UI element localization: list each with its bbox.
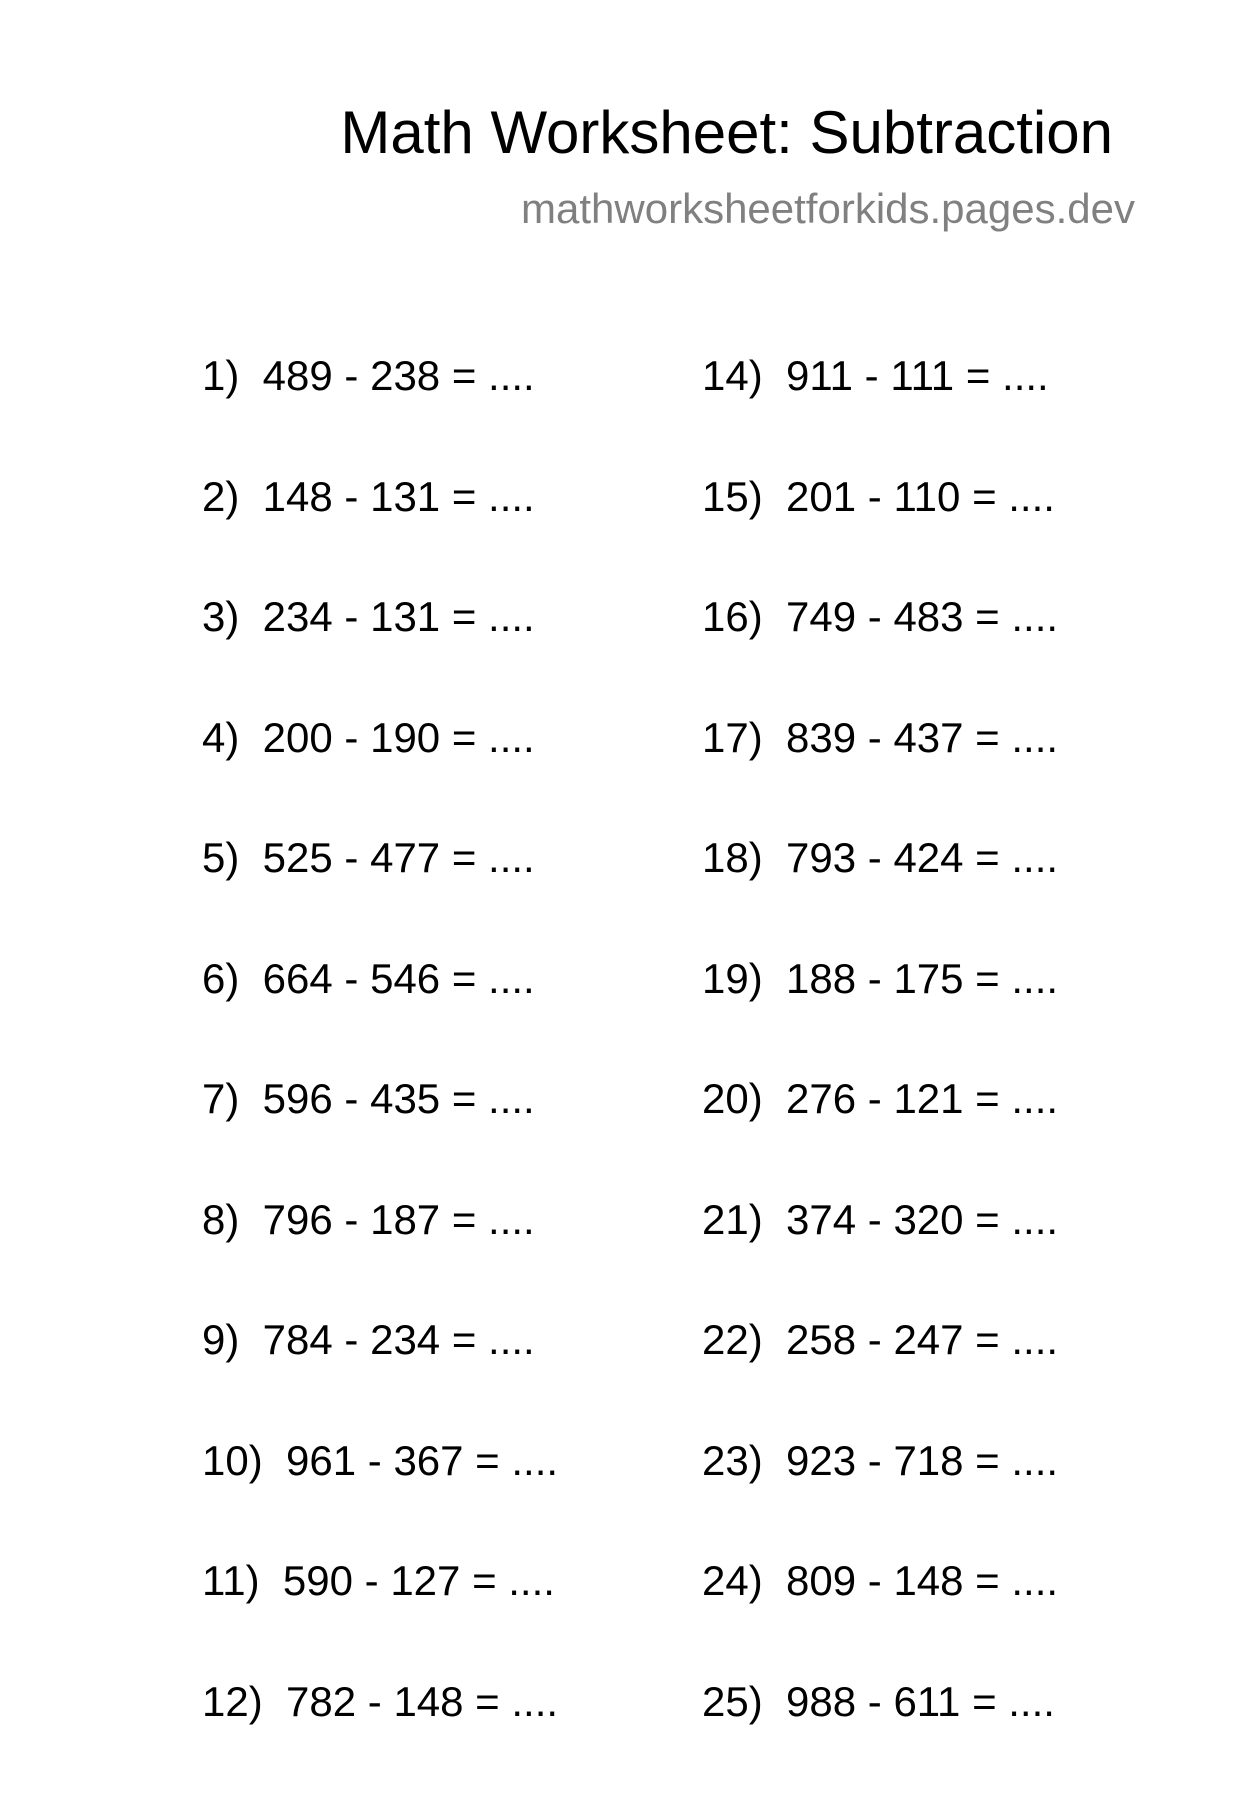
problem-9: 9) 784 - 234 = .... (202, 1314, 558, 1435)
website-url: mathworksheetforkids.pages.dev (521, 184, 1135, 234)
problem-4: 4) 200 - 190 = .... (202, 712, 558, 833)
problem-10: 10) 961 - 367 = .... (202, 1435, 558, 1556)
problem-11: 11) 590 - 127 = .... (202, 1555, 558, 1676)
worksheet-title: Math Worksheet: Subtraction (340, 98, 1113, 168)
problem-15: 15) 201 - 110 = .... (702, 471, 1058, 592)
problem-3: 3) 234 - 131 = .... (202, 591, 558, 712)
problem-14: 14) 911 - 111 = .... (702, 350, 1058, 471)
problem-1: 1) 489 - 238 = .... (202, 350, 558, 471)
problems-column-left (202, 350, 558, 1796)
problem-24: 24) 809 - 148 = .... (702, 1555, 1058, 1676)
problem-20: 20) 276 - 121 = .... (702, 1073, 1058, 1194)
problem-5: 5) 525 - 477 = .... (202, 832, 558, 953)
problem-18: 18) 793 - 424 = .... (702, 832, 1058, 953)
problem-12: 12) 782 - 148 = .... (202, 1676, 558, 1796)
problem-19: 19) 188 - 175 = .... (702, 953, 1058, 1074)
problem-16: 16) 749 - 483 = .... (702, 591, 1058, 712)
problem-2: 2) 148 - 131 = .... (202, 471, 558, 592)
problems-column-right (702, 350, 1058, 1796)
problem-25: 25) 988 - 611 = .... (702, 1676, 1058, 1796)
problem-17: 17) 839 - 437 = .... (702, 712, 1058, 833)
problem-23: 23) 923 - 718 = .... (702, 1435, 1058, 1556)
problem-6: 6) 664 - 546 = .... (202, 953, 558, 1074)
problem-8: 8) 796 - 187 = .... (202, 1194, 558, 1315)
problem-7: 7) 596 - 435 = .... (202, 1073, 558, 1194)
problem-21: 21) 374 - 320 = .... (702, 1194, 1058, 1315)
problem-22: 22) 258 - 247 = .... (702, 1314, 1058, 1435)
